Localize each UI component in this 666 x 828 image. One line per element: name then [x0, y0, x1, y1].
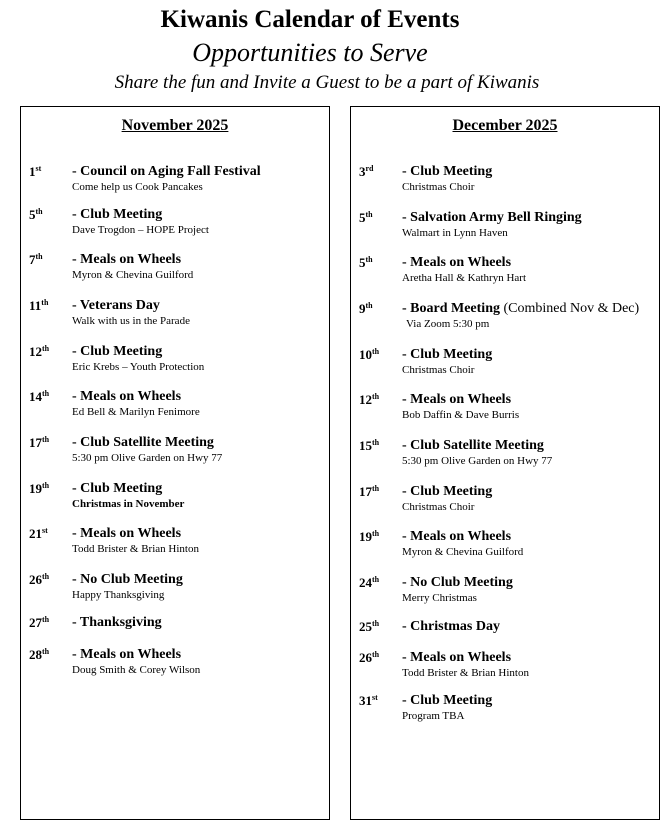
event-day: 17th	[359, 484, 380, 499]
event-day: 19th	[29, 481, 50, 496]
event-title: - Club Meeting	[72, 207, 163, 222]
event-detail: Walmart in Lynn Haven	[402, 227, 508, 239]
event-title: - Meals on Wheels	[402, 392, 512, 407]
event-detail: Ed Bell & Marilyn Fenimore	[72, 406, 200, 418]
event-day: 24th	[359, 575, 380, 590]
event-detail: Christmas Choir	[402, 181, 475, 193]
event-detail: Eric Krebs – Youth Protection	[72, 361, 205, 373]
event-title-note: (Combined Nov & Dec)	[499, 301, 640, 316]
event-day: 5th	[359, 255, 373, 270]
event-detail: 5:30 pm Olive Garden on Hwy 77	[72, 452, 223, 464]
event-detail: Christmas Choir	[402, 364, 475, 376]
event-day: 19th	[359, 529, 380, 544]
event-detail: Christmas in November	[72, 498, 185, 510]
event-title: - Meals on Wheels	[72, 389, 182, 404]
event-title: - Club Meeting	[402, 693, 493, 708]
event-title: - Christmas Day	[402, 619, 500, 634]
event-title: - Club Meeting	[72, 481, 163, 496]
event-title: - Meals on Wheels	[402, 650, 512, 665]
event-title: - Club Satellite Meeting	[402, 438, 544, 453]
event-day: 28th	[29, 647, 50, 662]
december-heading: December 2025	[452, 117, 558, 134]
event-title: - Club Meeting	[402, 484, 493, 499]
event-detail: Aretha Hall & Kathryn Hart	[402, 272, 527, 284]
event-title: - Meals on Wheels	[402, 255, 512, 270]
event-detail: Doug Smith & Corey Wilson	[72, 664, 201, 676]
event-day: 26th	[359, 650, 380, 665]
event-title: - Meals on Wheels	[72, 647, 182, 662]
event-day: 26th	[29, 572, 50, 587]
event-day: 11th	[29, 298, 49, 313]
event-title: - Club Meeting	[72, 344, 163, 359]
december-column	[350, 106, 660, 820]
event-day: 5th	[359, 210, 373, 225]
november-heading: November 2025	[121, 117, 229, 134]
event-day: 9th	[359, 301, 373, 316]
event-day: 12th	[29, 344, 50, 359]
event-day: 5th	[29, 207, 43, 222]
event-day: 21st	[29, 526, 48, 541]
november-column	[20, 106, 330, 820]
event-day: 17th	[29, 435, 50, 450]
event-title: - Thanksgiving	[72, 615, 162, 630]
page-subtitle: Opportunities to Serve	[192, 38, 428, 67]
event-detail: Walk with us in the Parade	[72, 315, 190, 327]
event-detail: Myron & Chevina Guilford	[72, 269, 194, 281]
event-detail: Todd Brister & Brian Hinton	[72, 543, 199, 555]
event-title: - Club Satellite Meeting	[72, 435, 214, 450]
event-day: 7th	[29, 252, 43, 267]
event-title: - No Club Meeting	[72, 572, 183, 587]
event-title: - Salvation Army Bell Ringing	[402, 210, 582, 225]
event-title: - Council on Aging Fall Festival	[72, 164, 261, 179]
event-title: - Meals on Wheels	[72, 526, 182, 541]
event-detail: Come help us Cook Pancakes	[72, 181, 203, 193]
event-day: 15th	[359, 438, 380, 453]
event-detail: Bob Daffin & Dave Burris	[402, 409, 520, 421]
event-detail: Via Zoom 5:30 pm	[406, 318, 490, 330]
event-day: 27th	[29, 615, 50, 630]
event-title: - Board Meeting (Combined Nov & Dec)	[402, 301, 640, 316]
event-day: 12th	[359, 392, 380, 407]
event-title: - Meals on Wheels	[72, 252, 182, 267]
event-title: - Club Meeting	[402, 164, 493, 179]
event-day: 25th	[359, 619, 380, 634]
event-title: - Veterans Day	[72, 298, 160, 313]
event-title: - Meals on Wheels	[402, 529, 512, 544]
event-detail: Myron & Chevina Guilford	[402, 546, 524, 558]
event-day: 31st	[359, 693, 378, 708]
event-day: 3rd	[359, 164, 374, 179]
event-detail: Todd Brister & Brian Hinton	[402, 667, 529, 679]
event-day: 10th	[359, 347, 380, 362]
event-detail: Christmas Choir	[402, 501, 475, 513]
event-day: 1st	[29, 164, 42, 179]
event-day: 14th	[29, 389, 50, 404]
event-title: - No Club Meeting	[402, 575, 513, 590]
event-detail: Happy Thanksgiving	[72, 589, 165, 601]
event-detail: 5:30 pm Olive Garden on Hwy 77	[402, 455, 553, 467]
event-detail: Merry Christmas	[402, 592, 477, 604]
event-detail: Dave Trogdon – HOPE Project	[72, 224, 209, 236]
event-detail: Program TBA	[402, 710, 465, 722]
event-title: - Club Meeting	[402, 347, 493, 362]
page-title: Kiwanis Calendar of Events	[160, 6, 460, 33]
page-tagline: Share the fun and Invite a Guest to be a part of Kiwanis	[114, 72, 540, 93]
